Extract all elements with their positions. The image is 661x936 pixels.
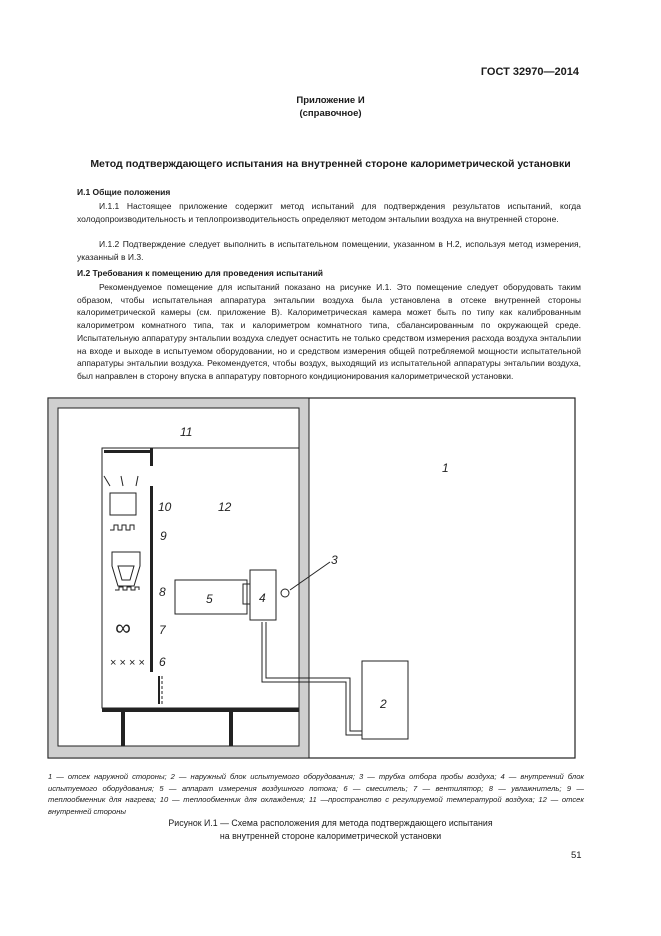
paragraph-i-1-2: И.1.2 Подтверждение следует выполнить в испытательном помещении, указанном в Н.2, используя метод измерения, указанный в И.3.	[77, 239, 581, 262]
standard-number: ГОСТ 32970—2014	[480, 66, 579, 78]
figure-diagram	[0, 390, 661, 770]
label-8: 8	[159, 585, 166, 599]
section-heading-general: И.1 Общие положения	[77, 187, 171, 197]
label-4: 4	[259, 591, 266, 605]
figure-caption-line1: Рисунок И.1 — Схема расположения для метода подтверждающего испытания	[168, 818, 493, 828]
label-7: 7	[159, 623, 166, 637]
label-6: 6	[159, 655, 166, 669]
mixer-symbol: × × × ×	[110, 657, 145, 669]
label-5: 5	[206, 592, 213, 606]
label-11: 11	[180, 425, 193, 439]
label-10: 10	[158, 500, 172, 514]
appendix-title: Приложение И	[296, 95, 365, 106]
figure-legend: 1 — отсек наружной стороны; 2 — наружный блок испытуемого оборудования; 3 — трубка отбора пробы воздуха; 4 — внутренний блок испытуемого оборудования; 5 — аппарат измерения воздушного потока; 6 — смеситель; 7 — вентилятор; 8 — увлажнитель; 9 — теплообменник для нагрева; 10 — теплообменник для охлаждения; 11 —пространство с регулируемой температурой воздуха; 12 — отсек внутренней стороны	[48, 772, 584, 816]
page-number: 51	[571, 850, 582, 861]
document-title: Метод подтверждающего испытания на внутренней стороне калориметрической установки	[90, 158, 571, 170]
section-heading-room: И.2 Требования к помещению для проведения испытаний	[77, 268, 324, 278]
label-1: 1	[442, 461, 449, 475]
label-2: 2	[380, 697, 387, 711]
fan-symbol: ∞	[115, 615, 131, 640]
label-3: 3	[331, 553, 338, 567]
label-12: 12	[218, 500, 232, 514]
paragraph-i-2: Рекомендуемое помещение для испытаний показано на рисунке И.1. Это помещение следует оборудовать таким образом, чтобы испытательная аппаратура энтальпии воздуха была установлена в отсеке внутренней стороны калориметрической камеры (см. приложение В). Калориметрическая камера может быть по типу как калиброванным калориметром комнатного типа, так и калориметром комнатного типа, сбалансированным по окружающей среде. Испытательную аппаратуру энтальпии воздуха следует оснастить не только средством измерения расхода воздуха энтальпии на входе и выходе в испытуемом оборудовании, но и средством измерения общей потребляемой мощности испытательной аппаратуры энтальпии воздуха. Рекомендуется, чтобы воздух, выходящий из испытательной аппаратуры энтальпии воздуха, был направлен в сторону впуска в аппаратуру повторного кондиционирования калориметрической установки.	[77, 282, 581, 381]
figure-caption-line2: на внутренней стороне калориметрической установки	[219, 831, 442, 841]
label-9: 9	[160, 529, 167, 543]
paragraph-i-1-1: И.1.1 Настоящее приложение содержит метод испытаний для подтверждения результатов испытаний, когда холодопроизводительность и теплопроизводительность определяют методом энтальпии воздуха на внутренней стороне.	[77, 201, 581, 224]
appendix-subtitle: (справочное)	[299, 108, 362, 119]
